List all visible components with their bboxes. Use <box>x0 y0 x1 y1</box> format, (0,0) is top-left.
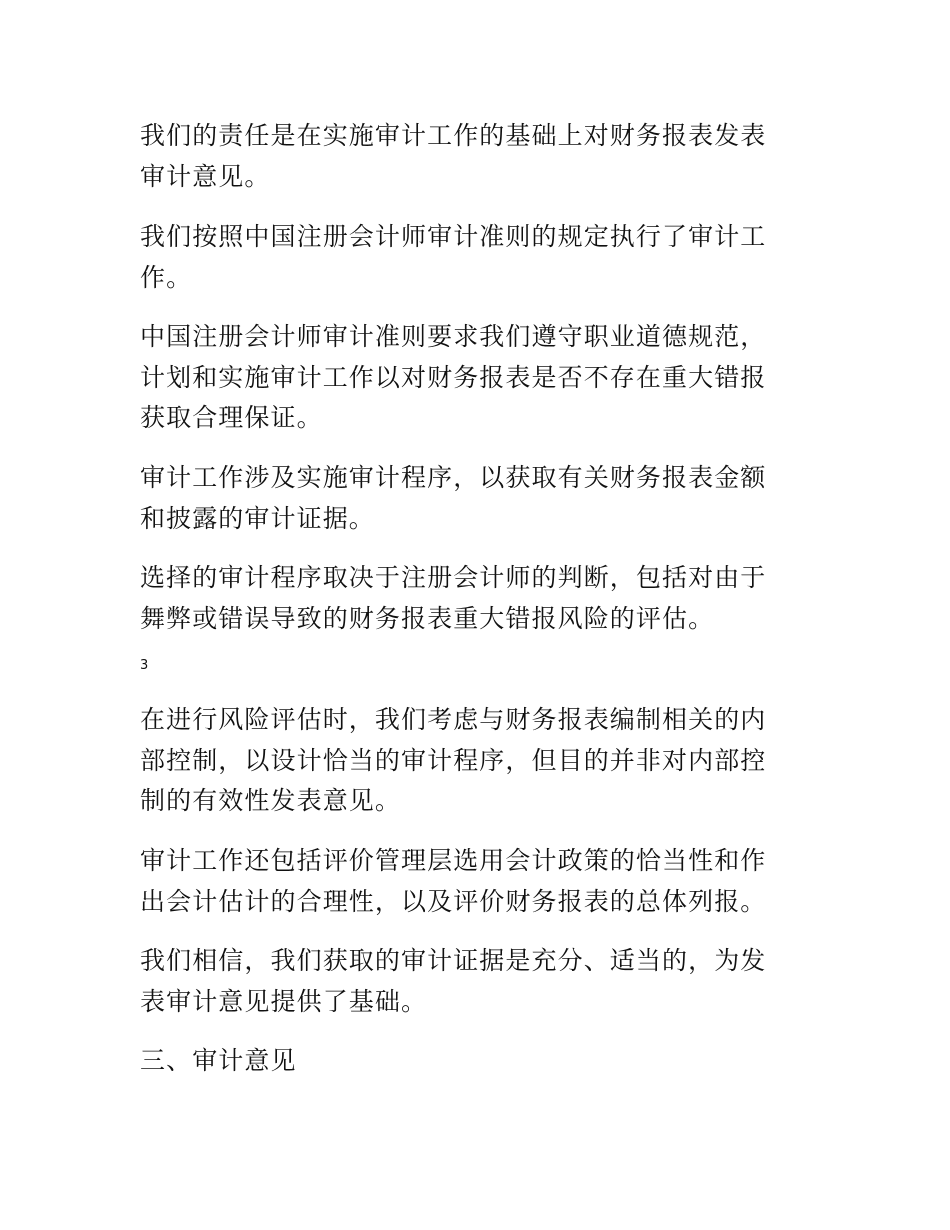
paragraph-procedure-selection <box>140 558 800 639</box>
text-line: 我们按照中国注册会计师审计准则的规定执行了审计工 <box>140 222 767 251</box>
paragraph-ethics-requirements <box>140 317 800 439</box>
text-line: 审计工作涉及实施审计程序，以获取有关财务报表金额 <box>140 463 767 492</box>
text-line: 中国注册会计师审计准则要求我们遵守职业道德规范， <box>140 322 767 351</box>
paragraph-audit-procedures <box>140 458 800 539</box>
paragraph-sufficiency <box>140 941 800 1022</box>
text-line: 制的有效性发表意见。 <box>140 786 402 815</box>
text-line: 和披露的审计证据。 <box>140 503 375 533</box>
paragraph-risk-assessment <box>140 700 800 822</box>
section-heading-audit-opinion <box>140 1041 800 1082</box>
page-number: 3 <box>140 658 149 673</box>
text-line: 舞弊或错误导致的财务报表重大错报风险的评估。 <box>140 603 715 633</box>
text-line: 审计工作还包括评价管理层选用会计政策的恰当性和作 <box>140 846 767 875</box>
text-line: 部控制，以设计恰当的审计程序，但目的并非对内部控 <box>140 745 767 775</box>
paragraph-evaluation <box>140 841 800 922</box>
text-line: 作。 <box>140 262 193 292</box>
text-line: 出会计估计的合理性，以及评价财务报表的总体列报。 <box>140 886 767 916</box>
text-line: 表审计意见提供了基础。 <box>140 986 428 1016</box>
text-line: 我们相信，我们获取的审计证据是充分、适当的，为发 <box>140 946 767 975</box>
text-line: 选择的审计程序取决于注册会计师的判断，包括对由于 <box>140 563 767 592</box>
paragraph-responsibility <box>140 116 800 197</box>
text-line: 审计意见。 <box>140 161 271 191</box>
paragraph-standards-compliance <box>140 217 800 298</box>
text-line: 在进行风险评估时，我们考虑与财务报表编制相关的内 <box>140 705 767 734</box>
text-line: 计划和实施审计工作以对财务报表是否不存在重大错报 <box>140 362 767 392</box>
text-line: 我们的责任是在实施审计工作的基础上对财务报表发表 <box>140 121 767 150</box>
text-line: 三、审计意见 <box>140 1046 297 1075</box>
text-line: 获取合理保证。 <box>140 403 323 432</box>
